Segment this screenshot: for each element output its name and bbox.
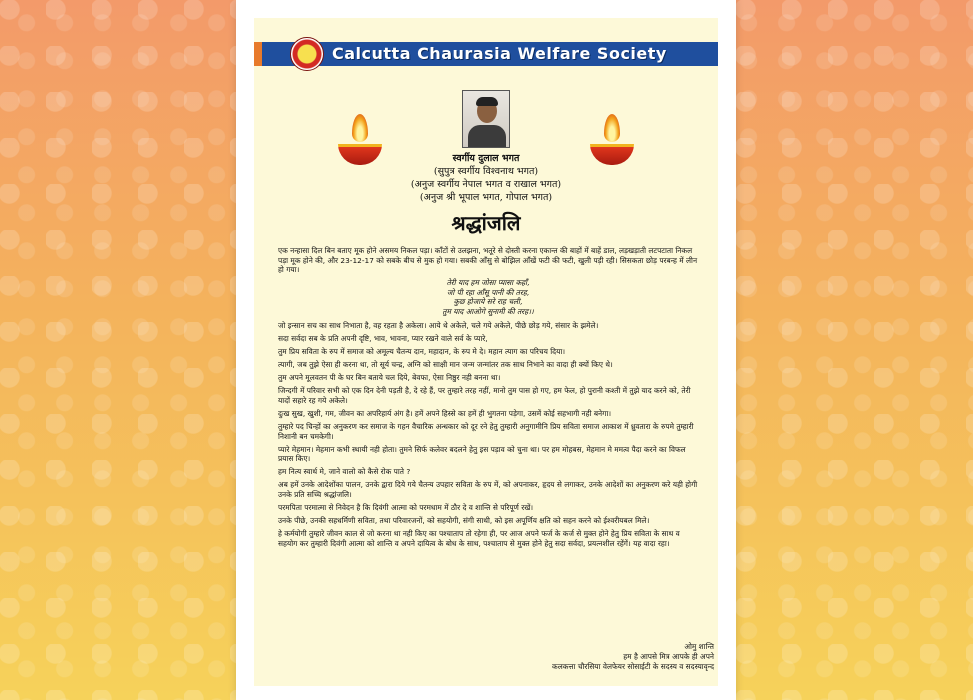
poem-line: जो पी रहा आँसू पानी की तरह, [446, 287, 530, 297]
paragraph: तुम अपने मूलवतन पी के घर बिन बताये चल दिये, बेवफा, ऐसा निष्ठुर नही बनना था। [278, 373, 501, 383]
obituary-card [236, 0, 736, 700]
society-title: Calcutta Chaurasia Welfare Society [332, 44, 667, 63]
header-stripe [254, 42, 262, 66]
relation-line: (अनुज श्री भूपाल भगत, गोपाल भगत) [419, 192, 553, 203]
paragraph: दुःख सुख, खुशी, गम, जीवन का अपरिहार्य अंग है। हमें अपने हिस्से का हमें ही भुगतना पड़ेगा, उसमें कोई सहभागी नही बनेगा। [278, 408, 612, 418]
paragraph: प्यारे मेहमान। मेहमान कभी स्थायी नही होता। तुमने सिर्फ कलेवर बदलने हेतु इस पड़ाव को चुना था। पर हम मोहबस, मेहमान मे ममत्व पैदा करने का विफल प्रयास किए। [278, 444, 686, 464]
person-name: स्वर्गीय दुलाल भगत [452, 153, 520, 164]
portrait-photo [462, 90, 510, 148]
poem-line: कुछ होजाये सरे राह चली, [453, 297, 523, 307]
paragraph: त्यागी, जब तुझे ऐसा ही करना था, तो सूर्य चन्द्र, अग्नि को साक्षी मान जन्म जन्मांतर तक साथ निभाने का वादा ही क्यों किए थे। [278, 359, 613, 369]
signoff-line: ओमु शान्ति [684, 642, 714, 651]
poem-line: तुम याद आओगे सुनामी की तरह।। [442, 307, 534, 317]
intro-paragraph: एक नन्हासा दिल बिन बताए मूक होने असमय निकल पड़ा। काँटों से उलझना, भतूरे से दोस्ती करना एकान्त की बाहों में बाहें डाल, लड़खड़ाती लटपटाता निकल पड़ा मूक होने की, और 23-12-17 को सबके बीच से मुक हो गया। सबकी आँसु से बोझिल आँखें फटी की फटी, खुली पड़ी रही। सिसकता छोड़ परबन्ह में लीन हो गया। [278, 246, 698, 275]
paragraph: परमपिता परमात्मा से निवेदन है कि दिवंगी आत्मा को परमधाम में ठौर दे व शान्ति से परिपूर्ण रखें। [278, 503, 534, 513]
heading-shraddhanjali: श्रद्धांजलि [451, 211, 521, 235]
paragraph: जो इन्सान सच का साथ निभाता है, वह रहता है अकेला। आये थे अकेले, चले गये अकेले, पीछे छोड़ गये, संसार के झमेले। [278, 320, 599, 330]
paragraph: तुम प्रिय सविता के रुप में समाज को अमूल्य चैतन्य दान, महादान, के रुप मे दे। महान त्याग का परिचय दिया। [278, 346, 566, 356]
relation-line: (अनुज स्वर्गीय नेपाल भगत व राखाल भगत) [410, 179, 562, 190]
signoff-line: हम है आपसे मित्र आपके ही अपने [623, 652, 714, 661]
poem [278, 278, 698, 316]
paragraph: उनके पीछे, उनकी सहधर्मिणी सविता, तथा परिवारजनों, को सहयोगी, संगी साथी, को इस अपूर्णिय क्षति को सहन करने को ईश्वरीयबल मिले। [278, 516, 650, 526]
paragraph: हम नित्य स्वार्थ मे, जाने वालो को कैसे रोक पाते ? [278, 467, 411, 477]
signoff [454, 642, 714, 672]
card-inner [254, 18, 718, 686]
relation-line: (सुपुत्र स्वर्गीय विश्वनाथ भगत) [433, 166, 539, 177]
paragraph: जिन्दगी में परिवार सभी को एक दिन देनी पड़ती है, दे रहे हैं, पर तुम्हारे तरह नहीं, मानो तुम पास हो गए, हम फेल, हो पुरानी कश्ती में तुझे याद करने को, तेरी यादों सहारे रह गये अकेले। [278, 386, 691, 405]
tribute-body [278, 246, 698, 552]
paragraph: सदा सर्वदा सब के प्रति अपनी दृष्टि, भाव, भावना, प्यार रखने वाले सर्व के प्यारे, [278, 333, 488, 343]
signoff-line: कलकत्ता चौरसिया वेलफेयर सोसाईटी के सदस्य व सदस्यावृन्द [552, 662, 714, 671]
paragraph: तुम्हारे पद चिन्हों का अनुकरण कर समाज के गहन वैचारिक अन्धकार को दूर रने हेतु तुम्हारी अनुगामीनि प्रिय सविता समाज आकाश में ध्रुवतारा के रुपमे तुम्हारी निशानी बन चमकेगी। [278, 421, 694, 441]
poem-line: तेरी याद हम जोसा प्यासा कहाँ, [446, 278, 530, 288]
person-names [294, 152, 678, 204]
paragraph: अब हमें उनके आदेशोंका पालन, उनके द्वारा दिये गये चैतन्य उपहार सविता के रुप में, को अपनाकर, हृदय से लगाकर, उनके आदेशों का अनुकरण करे यही होगी उनके प्रति सच्चि श्रद्धांजलि। [278, 480, 698, 499]
paragraph: हे कर्मयोगी तुम्हारे जीवन काल से जो करना था नही किए का पश्चाताप तो रहेगा ही, पर आज अपने फर्ज के कर्ज से मुक्त होने हेतु प्रिय सविता के साथ व सहयोग कर तुम्हारी दिवंगी आत्मा को शान्ति व अपने दायित्व के बोध के साथ, पश्चाताप से मुक्त होने हेतु सदा सर्वदा, प्रयत्नशील रहेंगें। यह वादा रहा। [278, 529, 680, 548]
society-logo-icon [290, 37, 324, 71]
